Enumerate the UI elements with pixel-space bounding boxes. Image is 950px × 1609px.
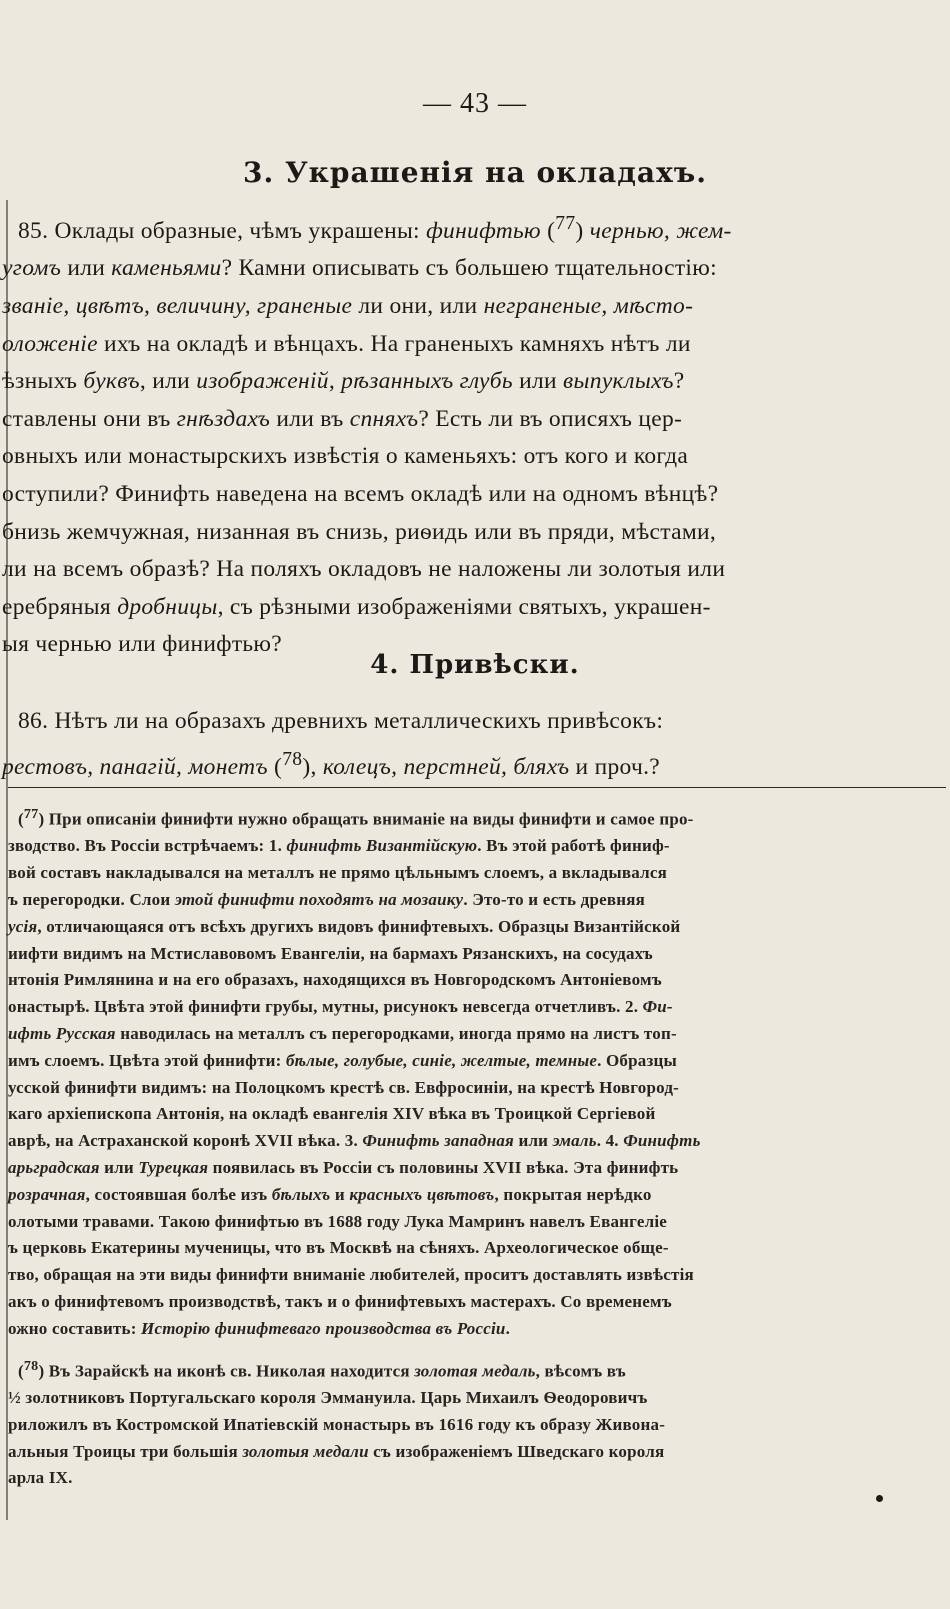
ink-dot [876,1495,883,1502]
text-line: 85. Оклады образные, чѣмъ украшены: финифтью ($^{77}$) чернью, жем- [18,213,732,244]
footnote-ref-77: 77 [555,213,576,234]
text-line: оложеніе ихъ на окладѣ и вѣнцахъ. На граненыхъ камняхъ нѣтъ ли [2,330,691,357]
footnote-line: ожно составить: Исторію финифтеваго производства въ Россіи. [8,1318,511,1338]
footnote-line: тво, обращая на эти виды финифти вниманіе любителей, проситъ доставлять извѣстія [8,1265,694,1285]
text-line: ѣзныхъ буквъ, или изображеній, рѣзанныхъ глубь или выпуклыхъ? [2,368,685,395]
footnote-line: каго архіепископа Антонія, на окладѣ евангелія XIV вѣка въ Троицкой Сергіевой [8,1104,656,1124]
footnote-line: ($^{77}$) При описаніи финифти нужно обращать вниманіе на виды финифти и самое про- [18,806,694,829]
footnote-line: ъ перегородки. Слои этой финифти походятъ на мозаику. Это-то и есть древняя [8,890,646,910]
footnote-line: вой составъ накладывался на металлъ не прямо цѣльнымъ слоемъ, а вкладывался [8,863,667,883]
footnote-line: арла IX. [8,1468,73,1488]
footnote-77 [0,801,845,1343]
footnotes [0,801,845,1492]
footnote-line: усской финифти видимъ: на Полоцкомъ крестѣ св. Евфросиніи, на крестѣ Новгород- [8,1077,679,1097]
text-line: рестовъ, панагій, монетъ ($^{78}$), колецъ, перстней, бляхъ и проч.? [2,748,660,780]
footnote-line: альныя Троицы три большія золотыя медали съ изображеніемъ Шведскаго короля [8,1441,665,1461]
footnote-line: ½ золотниковъ Португальскаго короля Эммануила. Царь Михаилъ Ѳеодоровичъ [8,1388,648,1408]
footnote-divider [8,787,946,788]
text-line: ставлены они въ гнѣздахъ или въ спняхъ? Есть ли въ описяхъ цер- [2,405,683,432]
footnote-line: ($^{78}$) Въ Зарайскѣ на иконѣ св. Николая находится золотая медаль, вѣсомъ въ [18,1357,626,1381]
footnote-line: риложилъ въ Костромской Ипатіевскій монастырь въ 1616 году къ образу Живона- [8,1414,666,1434]
text-line: званіе, цвѣтъ, величину, граненые ли они, или неграненые, мѣсто- [2,293,694,320]
text-line: ыя чернью или финифтью? [2,631,283,658]
footnote-line: зводство. Въ Россіи встрѣчаемъ: 1. финифть Византійскую. Въ этой работѣ финиф- [8,836,670,856]
footnote-line: арьградская или Турецкая появилась въ Россіи съ половины XVII вѣка. Эта финифть [8,1158,679,1178]
footnote-line: усія, отличающаяся отъ всѣхъ другихъ видовъ финифтевыхъ. Образцы Византійской [8,916,681,936]
page-number: — 43 — [423,88,527,119]
footnote-line: акъ о финифтевомъ производствѣ, такъ и о финифтевыхъ мастерахъ. Со временемъ [8,1292,672,1311]
text-line: угомъ или каменьями? Камни описывать съ большею тщательностію: [2,255,717,282]
footnote-line: аврѣ, на Астраханской коронѣ XVII вѣка. 3. Финифть западная или эмаль. 4. Финифть [8,1131,701,1151]
footnote-ref-78: 78 [282,748,303,770]
text-line: 86. Нѣтъ ли на образахъ древнихъ металлическихъ привѣсокъ: [18,708,664,734]
footnote-line: нтонія Римлянина и на его образахъ, находящихся въ Новгородскомъ Антоніевомъ [8,970,662,990]
section-heading-3: 3. Украшенія на окладахъ. [242,156,707,189]
paragraph-86 [0,703,840,786]
paragraph-85 [0,205,840,664]
footnote-line: ифть Русская наводилась на металлъ съ перегородками, иногда прямо на листъ топ- [8,1024,677,1044]
footnote-gap [0,1343,845,1353]
footnote-line: ъ церковь Екатерины мученицы, что въ Москвѣ на сѣняхъ. Археологическое обще- [8,1238,669,1258]
text-line: бнизь жемчужная, низанная въ снизь, риѳидь или въ пряди, мѣстами, [2,518,717,545]
footnote-line: розрачная, состоявшая болѣе изъ бѣлыхъ и красныхъ цвѣтовъ, покрытая нерѣдко [8,1184,652,1204]
text-line: ли на всемъ образѣ? На поляхъ окладовъ не наложены ли золотыя или [2,556,726,583]
text-line: овныхъ или монастырскихъ извѣстія о каменьяхъ: отъ кого и когда [2,443,689,470]
footnote-78 [0,1353,845,1493]
text-line: оступили? Финифть наведена на всемъ окладѣ или на одномъ вѣнцѣ? [2,480,719,507]
footnote-line: имъ слоемъ. Цвѣта этой финифти: бѣлые, голубые, синіе, желтые, темные. Образцы [8,1050,677,1070]
footnote-line: онастырѣ. Цвѣта этой финифти грубы, мутны, рисунокъ невсегда отчетливъ. 2. Фи- [8,997,673,1017]
section-heading-4: 4. Привѣски. [370,650,580,680]
footnote-line: иифти видимъ на Мстиславовомъ Евангеліи, на бармахъ Рязанскихъ, на сосудахъ [8,943,653,963]
text-line: еребряныя дробницы, съ рѣзными изображеніями святыхъ, украшен- [2,593,711,620]
footnote-line: олотыми травами. Такою финифтью въ 1688 году Лука Мамринъ навелъ Евангеліе [8,1211,667,1231]
